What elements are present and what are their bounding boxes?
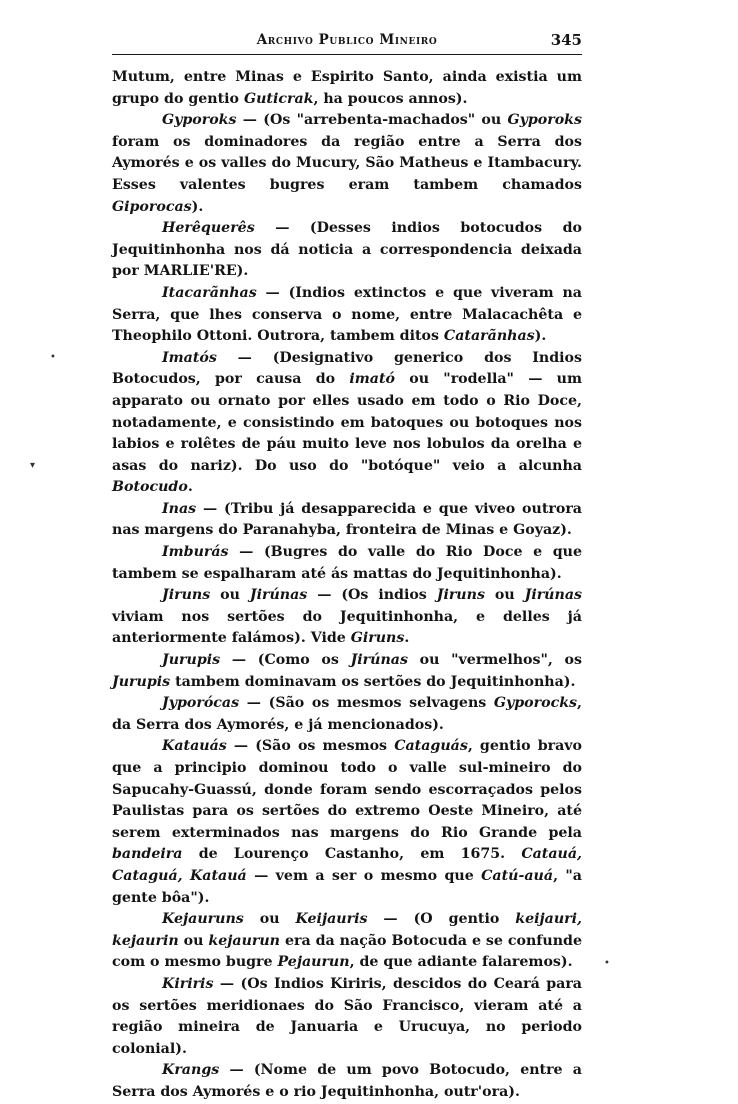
entry-term: Krangs (162, 1062, 220, 1079)
entry-term: Gyporoks (162, 112, 237, 129)
entry-term: Imatós (162, 349, 217, 366)
entry-katauas: Katauás — (São os mesmos Cataguás, gentio bravo que a principio dominou todo o valle sul-mineiro do Sapucahy-Guassú, donde foram sendo escorraçados pelos Paulistas para os sertões do extremo Oeste Mineiro, até serem exterminados nas margens do Rio Grande pela bandeira de Lourenço Castanho, em 1675. Catauá, Cataguá, Katauá — vem a ser o mesmo que Catú-auá, "a gente bôa"). (112, 738, 583, 906)
body-text (112, 67, 582, 1104)
entry-term: Jurupis (162, 652, 221, 669)
running-title: Archivo Publico Mineiro (256, 32, 438, 48)
entry-krangs: Krangs — (Nome de um povo Botocudo, entre a Serra dos Aymorés e o rio Jequitinhonha, outr'ora). (112, 1062, 582, 1100)
entry-term: Katauás (162, 738, 227, 755)
margin-speck: • (604, 958, 610, 969)
entry-itacaranhas: Itacarãnhas — (Indios extinctos e que viveram na Serra, que lhes conserva o nome, entre Malacachêta e Theophilo Ottoni. Outrora, tambem ditos Catarãnhas). (112, 284, 582, 345)
entry-inas: Inas — (Tribu já desapparecida e que viveo outrora nas margens do Paranahyba, fronteira de Minas e Goyaz). (112, 500, 582, 539)
running-header (112, 28, 582, 55)
entry-term: Itacarãnhas (162, 284, 257, 301)
entry-jiruns: Jiruns ou Jirúnas — (Os indios Jiruns ou Jirúnas viviam nos sertões do Jequitinhonha, e delles já anteriormente falámos). Vide Giruns. (112, 587, 582, 647)
entry-term: Jiruns (162, 587, 211, 604)
entry-kiriris: Kiriris — (Os Indios Kiriris, descidos do Ceará para os sertões meridionaes do São Francisco, vieram até a região mineira de Januaria e Urucuya, no periodo colonial). (112, 975, 582, 1057)
entry-kejauruns: Kejauruns ou Keijauris — (O gentio keijauri, kejaurin ou kejaurun era da nação Botocuda e se confunde com o mesmo bugre Pejaurun, de que adiante falaremos). (112, 911, 582, 971)
margin-speck: • (50, 352, 56, 363)
entry-term: Herêquerês (162, 220, 255, 237)
entry-jurupis: Jurupis — (Como os Jirúnas ou "vermelhos", os Jurupis tambem dominavam os sertões do Jequitinhonha). (112, 652, 582, 690)
page-number: 345 (550, 31, 582, 49)
entry-term: Imburás (162, 544, 229, 561)
entry-term: Inas (162, 500, 197, 517)
entry-herequeres: Herêquerês — (Desses indios botocudos do Jequitinhonha nos dá noticia a correspondencia deixada por MARLIE'RE). (112, 220, 582, 280)
paragraph-continuation: Mutum, entre Minas e Espirito Santo, ainda existia um grupo do gentio Guticrak, ha poucos annos). (112, 69, 582, 107)
entry-jyporocas: Jyporócas — (São os mesmos selvagens Gyporocks, da Serra dos Aymorés, e já mencionados). (112, 695, 582, 733)
book-page (112, 28, 582, 1104)
entry-term: Kiriris (162, 975, 214, 992)
entry-term: Jyporócas (162, 695, 240, 712)
entry-imburas: Imburás — (Bugres do valle do Rio Doce e que tambem se espalharam até ás mattas do Jequitinhonha). (112, 544, 582, 582)
entry-imatos: Imatós — (Designativo generico dos Indios Botocudos, por causa do imató ou "rodella" — um apparato ou ornato por elles usado em todo o Rio Doce, notadamente, e consistindo em batoques ou botoques nos labios e rolêtes de páu muito leve nos lobulos da orelha e asas do nariz). Do uso do "botóque" veio a alcunha Botocudo. (112, 349, 582, 496)
entry-gyporoks: Gyporoks — (Os "arrebenta-machados" ou Gyporoks foram os dominadores da região entre a Serra dos Aymorés e os valles do Mucury, São Matheus e Itambacury. Esses valentes bugres eram tambem chamados Giporocas). (112, 112, 582, 215)
entry-term: Kejauruns (162, 911, 244, 928)
margin-speck: ▾ (30, 460, 36, 471)
